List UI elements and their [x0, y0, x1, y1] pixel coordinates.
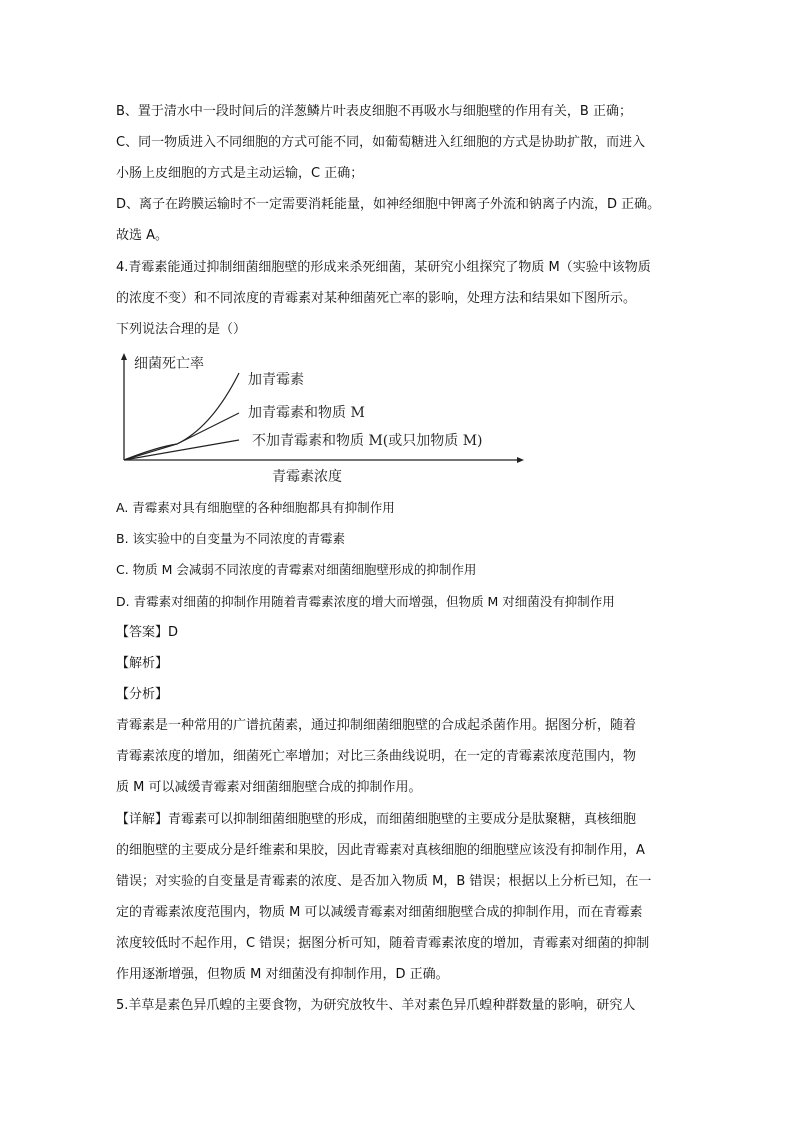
text-line: C、同一物质进入不同细胞的方式可能不同，如葡萄糖进入红细胞的方式是协助扩散，而进入: [116, 135, 646, 150]
option-d: D. 青霉素对细菌的抑制作用随着青霉素浓度的增大而增强，但物质 M 对细菌没有抑制作用: [116, 594, 615, 609]
detail-line: 错误；对实验的自变量是青霉素的浓度、是否加入物质 M，B 错误；根据以上分析已知，在一: [116, 874, 652, 889]
text-line: 小肠上皮细胞的方式是主动运输，C 正确；: [116, 166, 364, 181]
question-4-line: 的浓度不变）和不同浓度的青霉素对某种细菌死亡率的影响，处理方法和结果如下图所示。: [116, 291, 637, 306]
fenxi-heading: 【分析】: [116, 687, 169, 702]
curve-penicillin: [124, 373, 239, 460]
x-axis-label: 青霉素浓度: [272, 469, 342, 485]
option-a: A. 青霉素对具有细胞壁的各种细胞都具有抑制作用: [116, 500, 395, 515]
detail-line: 定的青霉素浓度范围内，物质 M 可以减缓青霉素对细菌细胞壁合成的抑制作用，而在青霉素: [116, 905, 643, 920]
y-axis-label: 细菌死亡率: [134, 356, 204, 372]
option-c: C. 物质 M 会减弱不同浓度的青霉素对细菌细胞壁形成的抑制作用: [116, 562, 477, 577]
detail-line: 的细胞壁的主要成分是纤维素和果胶，因此青霉素对真核细胞的细胞壁应该没有抑制作用，A: [116, 843, 645, 858]
figure-svg: [112, 352, 542, 487]
question-4-line: 下列说法合理的是（）: [116, 322, 247, 337]
question-4-line: 4.青霉素能通过抑制细菌细胞壁的形成来杀死细菌，某研究小组探究了物质 M（实验中该物质: [116, 260, 651, 275]
jiexi-heading: 【解析】: [116, 656, 169, 671]
detail-line: 【详解】青霉素可以抑制细菌细胞壁的形成，而细菌细胞壁的主要成分是肽聚糖，真核细胞: [116, 812, 637, 827]
question-5-line: 5.羊草是素色异爪蝗的主要食物，为研究放牧牛、羊对素色异爪蝗种群数量的影响，研究人: [116, 998, 636, 1013]
y-arrow-icon: [121, 353, 127, 360]
text-line: D、离子在跨膜运输时不一定需要消耗能量，如神经细胞中钾离子外流和钠离子内流，D 正确。: [116, 197, 661, 212]
detail-line: 作用逐渐增强，但物质 M 对细菌没有抑制作用，D 正确。: [116, 967, 449, 982]
analysis-line: 质 M 可以减缓青霉素对细菌细胞壁合成的抑制作用。: [116, 780, 422, 795]
text-line: B、置于清水中一段时间后的洋葱鳞片叶表皮细胞不再吸水与细胞壁的作用有关，B 正确；: [116, 104, 632, 119]
death-rate-figure: [112, 352, 542, 487]
analysis-line: 青霉素是一种常用的广谱抗菌素，通过抑制细菌细胞壁的合成起杀菌作用。据图分析，随着: [116, 718, 637, 733]
x-arrow-icon: [517, 457, 524, 463]
answer-line: 【答案】D: [116, 625, 179, 640]
curve-label-control: 不加青霉素和物质 M(或只加物质 M): [252, 433, 483, 449]
option-b: B. 该实验中的自变量为不同浓度的青霉素: [116, 531, 346, 546]
detail-line: 浓度较低时不起作用，C 错误；据图分析可知，随着青霉素浓度的增加，青霉素对细菌的抑制: [116, 936, 650, 951]
text-line: 故选 A。: [116, 228, 169, 243]
curve-control: [124, 440, 239, 460]
curve-label-penicillin-m: 加青霉素和物质 M: [248, 405, 365, 421]
analysis-line: 青霉素浓度的增加，细菌死亡率增加；对比三条曲线说明，在一定的青霉素浓度范围内，物: [116, 749, 637, 764]
curve-label-penicillin: 加青霉素: [248, 372, 304, 388]
